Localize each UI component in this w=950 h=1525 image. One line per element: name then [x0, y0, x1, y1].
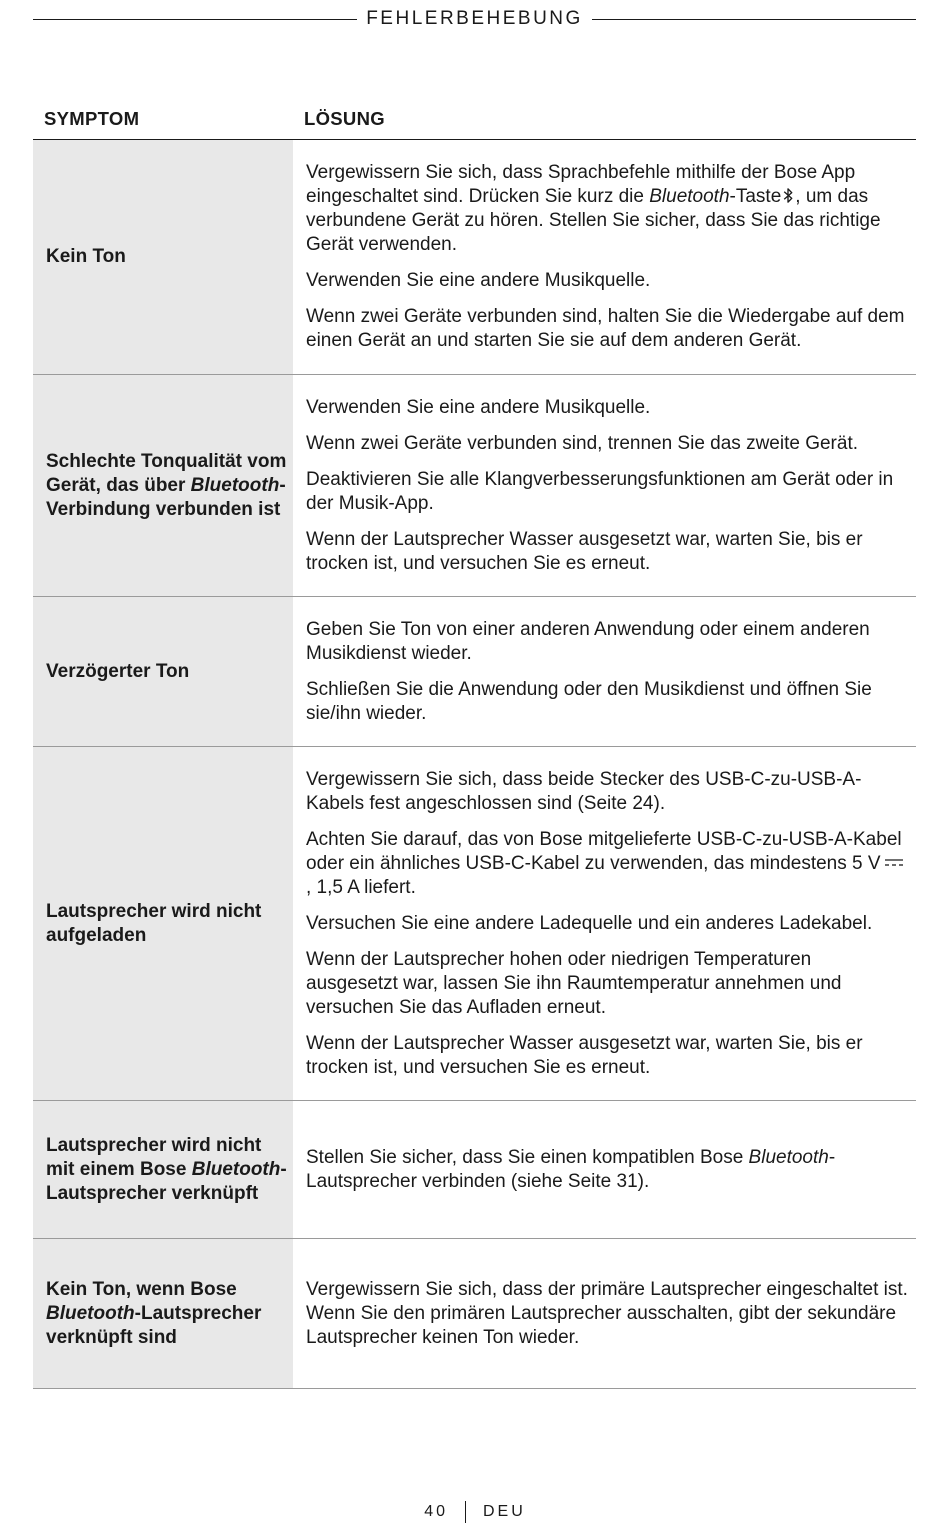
symptom-text-part: -Verbindung verbunden ist: [46, 474, 286, 520]
solution-cell: [293, 375, 916, 596]
solution-text: Deaktivieren Sie alle Klangverbesserungsfunktionen am Gerät oder in der Musik-App.: [306, 468, 894, 514]
solution-text: [306, 1146, 908, 1194]
solution-cell: [293, 1239, 916, 1388]
symptom-cell: [33, 747, 293, 1100]
dc-current-icon: [884, 857, 904, 869]
solution-text: Versuchen Sie eine andere Ladequelle und ein anderes Ladekabel.: [306, 912, 873, 934]
symptom-text: Lautsprecher wird nicht aufgeladen: [46, 900, 262, 946]
solution-text-part: Achten Sie darauf, das von Bose mitgelieferte USB-C-zu-USB-A-Kabel oder ein ähnliches USB-C-Kabel zu verwenden, das mindestens 5 V: [306, 828, 902, 874]
page-number: 40: [424, 1503, 448, 1520]
solution-cell: [293, 1101, 916, 1238]
language-code: DEU: [483, 1503, 526, 1520]
symptom-cell: [33, 1101, 293, 1238]
solution-text: Geben Sie Ton von einer anderen Anwendung oder einem anderen Musikdienst wieder.: [306, 618, 870, 664]
solution-text: Wenn zwei Geräte verbunden sind, halten Sie die Wiedergabe auf dem einen Gerät an und starten Sie sie auf dem anderen Gerät.: [306, 306, 905, 351]
solution-text: Verwenden Sie eine andere Musikquelle.: [306, 396, 651, 418]
solution-text: Vergewissern Sie sich, dass der primäre Lautsprecher eingeschaltet ist. Wenn Sie den primären Lautsprecher ausschalten, gibt der sekundäre Lautsprecher keinen Ton wieder.: [306, 1278, 908, 1348]
symptom-text-italic: Bluetooth: [191, 1158, 281, 1180]
page-footer: [0, 1501, 950, 1523]
solution-text-italic: Bluetooth: [748, 1146, 829, 1168]
solution-text-part: -Taste: [729, 186, 782, 207]
solution-text: Schließen Sie die Anwendung oder den Musikdienst und öffnen Sie sie/ihn wieder.: [306, 678, 872, 724]
solution-text: Verwenden Sie eine andere Musikquelle.: [306, 270, 651, 291]
solution-text-part: Vergewissern Sie sich, dass Sprachbefehle mithilfe der Bose App eingeschaltet sind. Drücken Sie kurz die: [306, 162, 856, 207]
solution-text-part: , 1,5 A liefert.: [306, 876, 416, 898]
symptom-text: [46, 1278, 293, 1350]
symptom-text: Kein Ton: [46, 246, 126, 267]
symptom-text-part: Lautsprecher wird nicht mit einem Bose: [46, 1134, 262, 1180]
symptom-text-part: Kein Ton, wenn Bose: [46, 1278, 237, 1300]
solution-text: Vergewissern Sie sich, dass beide Stecker des USB-C-zu-USB-A-Kabels fest angeschlossen sind (Seite 24).: [306, 768, 862, 814]
table-row: [33, 1101, 916, 1239]
solution-text: [306, 828, 908, 900]
solution-text-part: -Lautsprecher verbinden (siehe Seite 31).: [306, 1146, 836, 1192]
solution-text: Wenn der Lautsprecher Wasser ausgesetzt war, warten Sie, bis er trocken ist, und versuchen Sie es erneut.: [306, 528, 863, 574]
solution-cell: [293, 747, 916, 1100]
solution-text: [306, 161, 908, 257]
table-row: [33, 597, 916, 747]
symptom-cell: [33, 375, 293, 596]
symptom-cell: [33, 140, 293, 374]
column-header-solution: LÖSUNG: [304, 108, 385, 129]
solution-text-part: , um das verbundene Gerät zu hören. Stellen Sie sicher, dass Sie das richtige Gerät verwenden.: [306, 186, 881, 255]
symptom-text-italic: Bluetooth: [46, 1302, 135, 1324]
symptom-cell: [33, 597, 293, 746]
table-row: [33, 375, 916, 597]
symptom-text-part: -Lautsprecher verknüpft sind: [46, 1302, 262, 1348]
page-header: [33, 6, 916, 32]
header-rule-right: [592, 19, 916, 20]
table-row: [33, 747, 916, 1101]
solution-text-italic: Bluetooth: [649, 186, 730, 207]
symptom-text-italic: Bluetooth: [190, 474, 280, 496]
symptom-text: [46, 450, 293, 522]
symptom-cell: [33, 1239, 293, 1388]
table-row: [33, 1239, 916, 1389]
solution-cell: [293, 140, 916, 374]
column-header-symptom: SYMPTOM: [44, 108, 140, 129]
solution-text: Wenn der Lautsprecher hohen oder niedrigen Temperaturen ausgesetzt war, lassen Sie ihn Raumtemperatur annehmen und versuchen Sie das Aufladen erneut.: [306, 948, 842, 1018]
symptom-text: Verzögerter Ton: [46, 660, 190, 682]
solution-text: Wenn der Lautsprecher Wasser ausgesetzt war, warten Sie, bis er trocken ist, und versuchen Sie es erneut.: [306, 1032, 863, 1078]
symptom-text-part: Schlechte Tonqualität vom Gerät, das über: [46, 450, 287, 496]
bluetooth-icon: [782, 187, 794, 204]
symptom-text-part: -Lautsprecher verknüpft: [46, 1158, 287, 1204]
solution-text: Wenn zwei Geräte verbunden sind, trennen Sie das zweite Gerät.: [306, 432, 859, 454]
solution-text-part: Stellen Sie sicher, dass Sie einen kompatiblen Bose: [306, 1146, 749, 1168]
footer-divider: [465, 1501, 466, 1523]
header-rule-left: [33, 19, 357, 20]
symptom-text: [46, 1134, 293, 1206]
table-row: [33, 140, 916, 375]
solution-cell: [293, 597, 916, 746]
page-title: FEHLERBEHEBUNG: [366, 8, 583, 29]
